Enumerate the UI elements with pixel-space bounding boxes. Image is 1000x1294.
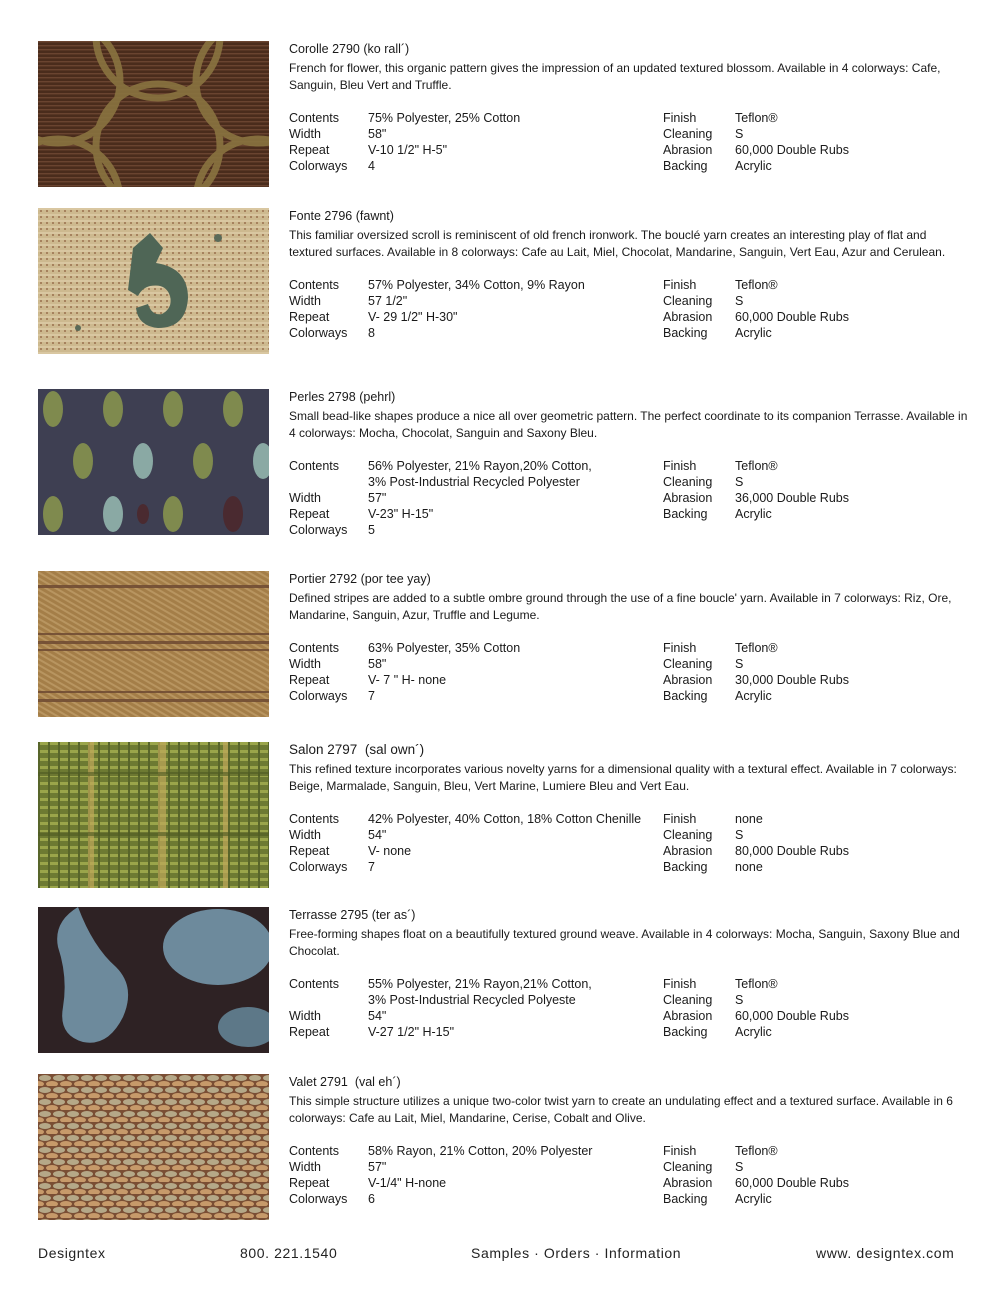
spec-label: Contents [289, 1144, 340, 1158]
spec-label: Abrasion [663, 1009, 713, 1023]
spec-label: Cleaning [663, 475, 713, 489]
pronunciation: (pehrl) [359, 390, 396, 404]
page-footer [0, 1245, 1000, 1265]
spec-value: 57 1/2" [368, 294, 408, 308]
spec-label: Repeat [289, 1176, 330, 1190]
spec-value: 80,000 Double Rubs [735, 844, 849, 858]
spec-value: Teflon® [735, 459, 778, 473]
product-description: Free-forming shapes float on a beautifully textured ground weave. Available in 4 colorways: Mocha, Sanguin, Saxony Blue and Chocolat. [289, 927, 960, 958]
spec-label: Finish [663, 1144, 697, 1158]
product-title [289, 1074, 969, 1091]
spec-value: S [735, 127, 744, 141]
spec-table [289, 640, 969, 704]
spec-value: V- none [368, 844, 412, 858]
spec-value: Acrylic [735, 1025, 772, 1039]
spec-value: 58" [368, 127, 387, 141]
spec-label: Backing [663, 689, 708, 703]
spec-value: 60,000 Double Rubs [735, 1009, 849, 1023]
spec-value: V-1/4" H-none [368, 1176, 447, 1190]
spec-label: Colorways [289, 689, 348, 703]
spec-value: 60,000 Double Rubs [735, 143, 849, 157]
spec-label: Contents [289, 977, 340, 991]
spec-value: S [735, 294, 744, 308]
spec-label: Colorways [289, 523, 348, 537]
spec-value: S [735, 1160, 744, 1174]
spec-label: Cleaning [663, 657, 713, 671]
spec-value: S [735, 828, 744, 842]
spec-label: Contents [289, 812, 340, 826]
pronunciation: (fawnt) [355, 209, 394, 223]
spec-value: Acrylic [735, 1192, 772, 1206]
spec-label: Width [289, 1160, 321, 1174]
product-title [289, 907, 969, 924]
spec-value: Acrylic [735, 507, 772, 521]
spec-value: 30,000 Double Rubs [735, 673, 849, 687]
spec-label: Abrasion [663, 673, 713, 687]
spec-value: 55% Polyester, 21% Rayon,21% Cotton, [368, 977, 592, 991]
spec-value: 58% Rayon, 21% Cotton, 20% Polyester [368, 1144, 593, 1158]
spec-value: 42% Polyester, 40% Cotton, 18% Cotton Chenille [368, 812, 642, 826]
fabric-swatch-portier [38, 571, 269, 717]
product-name: Portier 2792 [289, 572, 358, 586]
spec-label: Backing [663, 860, 708, 874]
fabric-swatch-terrasse [38, 907, 269, 1053]
spec-label: Finish [663, 812, 697, 826]
spec-value: 54" [368, 1009, 387, 1023]
spec-value: Teflon® [735, 641, 778, 655]
spec-value: V- 7 " H- none [368, 673, 447, 687]
spec-value: S [735, 475, 744, 489]
spec-label: Abrasion [663, 1176, 713, 1190]
pronunciation: (ter as´) [371, 908, 416, 922]
spec-label: Contents [289, 278, 340, 292]
product-name: Fonte 2796 [289, 209, 353, 223]
spec-label: Width [289, 294, 321, 308]
product-name: Salon 2797 [289, 742, 358, 757]
spec-label: Contents [289, 459, 340, 473]
spec-label: Colorways [289, 159, 348, 173]
spec-value: 8 [368, 326, 375, 340]
spec-label: Width [289, 1009, 321, 1023]
spec-label: Width [289, 657, 321, 671]
spec-label: Backing [663, 507, 708, 521]
spec-table [289, 458, 969, 538]
product-name: Corolle 2790 [289, 42, 360, 56]
spec-value: V-10 1/2" H-5" [368, 143, 448, 157]
spec-table [289, 110, 969, 174]
footer-phone: 800. 221.1540 [240, 1245, 338, 1261]
spec-value: Teflon® [735, 1144, 778, 1158]
spec-value: Acrylic [735, 689, 772, 703]
spec-value: none [735, 812, 763, 826]
spec-label: Repeat [289, 143, 330, 157]
spec-value: 75% Polyester, 25% Cotton [368, 111, 521, 125]
spec-value: V- 29 1/2" H-30" [368, 310, 458, 324]
spec-value: 63% Polyester, 35% Cotton [368, 641, 521, 655]
footer-website[interactable]: www. designtex.com [816, 1245, 955, 1261]
spec-value: S [735, 993, 744, 1007]
fabric-swatch-valet [38, 1074, 269, 1220]
product-title [289, 208, 969, 225]
spec-value: 3% Post-Industrial Recycled Polyester [368, 475, 580, 489]
product-description: This refined texture incorporates various novelty yarns for a dimensional quality with a textural effect. Available in 7 colorways: Beige, Marmalade, Sanguin, Bleu, Vert Marine, Lumiere Bleu and Vert Eau. [289, 762, 957, 793]
product-description: This familiar oversized scroll is reminiscent of old french ironwork. The bouclé yarn creates an interesting play of flat and textured surfaces. Available in 8 colorways: Cafe au Lait, Miel, Chocolat, Mandarine, Sanguin, Vert Eau, Azur and Cerulean. [289, 228, 946, 259]
spec-value: 4 [368, 159, 375, 173]
footer-services: Samples · Orders · Information [471, 1245, 682, 1261]
product-title [289, 389, 969, 406]
spec-table [289, 277, 969, 341]
spec-value: Acrylic [735, 159, 772, 173]
spec-label: Cleaning [663, 1160, 713, 1174]
spec-value: Teflon® [735, 278, 778, 292]
fabric-swatch-perles [38, 389, 269, 535]
spec-value: 57% Polyester, 34% Cotton, 9% Rayon [368, 278, 585, 292]
spec-label: Backing [663, 159, 708, 173]
spec-label: Finish [663, 278, 697, 292]
spec-value: V-27 1/2" H-15" [368, 1025, 455, 1039]
spec-label: Repeat [289, 310, 330, 324]
spec-label: Cleaning [663, 828, 713, 842]
spec-table [289, 976, 969, 1040]
spec-table [289, 1143, 969, 1207]
spec-label: Backing [663, 1192, 708, 1206]
spec-value: S [735, 657, 744, 671]
spec-label: Abrasion [663, 844, 713, 858]
spec-value: 60,000 Double Rubs [735, 310, 849, 324]
fabric-swatch-corolle [38, 41, 269, 187]
spec-value: Acrylic [735, 326, 772, 340]
spec-label: Colorways [289, 326, 348, 340]
product-title [289, 742, 969, 759]
spec-label: Contents [289, 111, 340, 125]
product-description: French for flower, this organic pattern gives the impression of an updated textured blossom. Available in 4 colorways: Cafe, Sanguin, Bleu Vert and Truffle. [289, 61, 941, 92]
spec-label: Backing [663, 1025, 708, 1039]
spec-label: Finish [663, 111, 697, 125]
spec-label: Colorways [289, 860, 348, 874]
product-description: This simple structure utilizes a unique two-color twist yarn to create an undulating effect and a textured surface. Available in 6 colorways: Cafe au Lait, Miel, Mandarine, Cerise, Cobalt and Olive. [289, 1094, 953, 1125]
spec-value: 54" [368, 828, 387, 842]
spec-label [289, 474, 369, 490]
spec-value: 57" [368, 491, 387, 505]
spec-value: 3% Post-Industrial Recycled Polyeste [368, 993, 576, 1007]
fabric-swatch-salon [38, 742, 269, 888]
product-description: Defined stripes are added to a subtle ombre ground through the use of a fine boucle' yarn. Available in 7 colorways: Riz, Ore, Mandarine, Sanguin, Azur, Truffle and Legume. [289, 591, 952, 622]
spec-value: Teflon® [735, 111, 778, 125]
spec-label: Cleaning [663, 127, 713, 141]
spec-label: Cleaning [663, 294, 713, 308]
spec-label: Abrasion [663, 310, 713, 324]
spec-value: 60,000 Double Rubs [735, 1176, 849, 1190]
spec-label: Repeat [289, 673, 330, 687]
fabric-swatch-fonte [38, 208, 269, 354]
spec-value: 7 [368, 860, 375, 874]
spec-value: V-23" H-15" [368, 507, 434, 521]
product-title [289, 41, 969, 58]
spec-label: Finish [663, 977, 697, 991]
pronunciation: (val eh´) [354, 1075, 401, 1089]
product-description: Small bead-like shapes produce a nice all over geometric pattern. The perfect coordinate to its companion Terrasse. Available in 4 colorways: Mocha, Chocolat, Sanguin and Saxony Bleu. [289, 409, 968, 440]
spec-label: Width [289, 127, 321, 141]
spec-label: Abrasion [663, 143, 713, 157]
spec-label: Abrasion [663, 491, 713, 505]
spec-label: Contents [289, 641, 340, 655]
spec-label: Colorways [289, 1192, 348, 1206]
pronunciation: (sal own´) [364, 742, 425, 757]
spec-label: Width [289, 491, 321, 505]
spec-label: Cleaning [663, 993, 713, 1007]
product-name: Perles 2798 [289, 390, 356, 404]
pronunciation: (por tee yay) [360, 572, 431, 586]
spec-value: Teflon® [735, 977, 778, 991]
pronunciation: (ko rall´) [363, 42, 410, 56]
spec-value: 58" [368, 657, 387, 671]
product-name: Valet 2791 [289, 1075, 348, 1089]
spec-value: 5 [368, 523, 375, 537]
spec-value: none [735, 860, 763, 874]
spec-label: Finish [663, 459, 697, 473]
spec-label [289, 992, 369, 1008]
spec-label: Finish [663, 641, 697, 655]
spec-label: Repeat [289, 507, 330, 521]
product-name: Terrasse 2795 [289, 908, 369, 922]
spec-label: Backing [663, 326, 708, 340]
spec-value: 7 [368, 689, 375, 703]
product-title [289, 571, 969, 588]
spec-label: Width [289, 828, 321, 842]
footer-brand: Designtex [38, 1245, 106, 1261]
spec-value: 36,000 Double Rubs [735, 491, 849, 505]
spec-table [289, 811, 969, 875]
spec-value: 6 [368, 1192, 375, 1206]
spec-label: Repeat [289, 844, 330, 858]
spec-value: 57" [368, 1160, 387, 1174]
spec-label: Repeat [289, 1025, 330, 1039]
spec-value: 56% Polyester, 21% Rayon,20% Cotton, [368, 459, 592, 473]
